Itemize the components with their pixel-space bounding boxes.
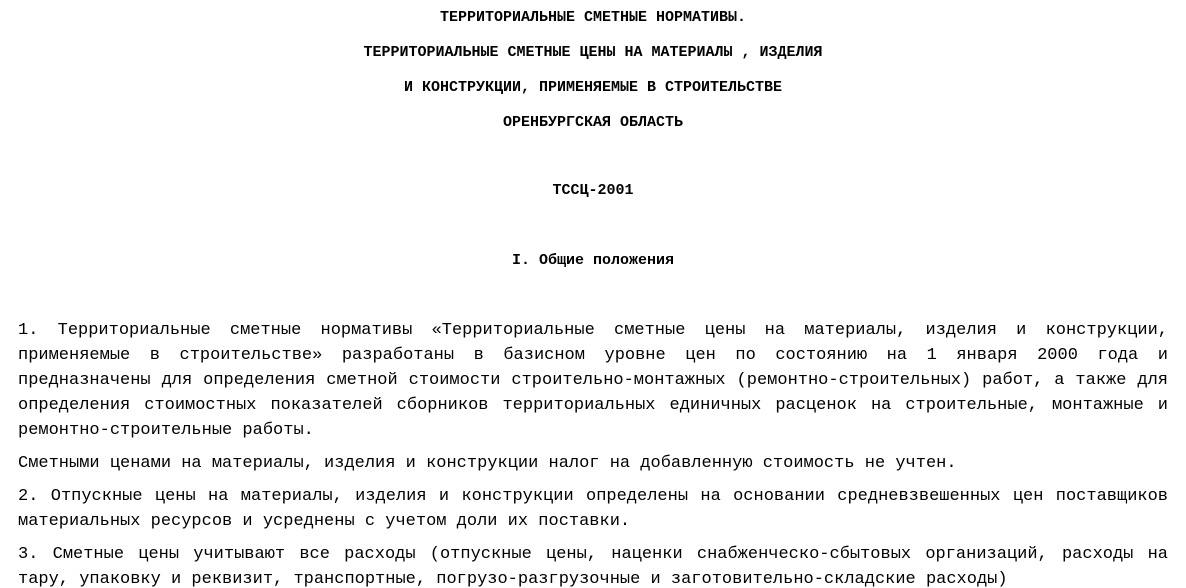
document-title-line-1: ТЕРРИТОРИАЛЬНЫЕ СМЕТНЫЕ НОРМАТИВЫ. [439, 9, 747, 26]
paragraph-vat-note: Сметными ценами на материалы, изделия и конструкции налог на добавленную стоимость не учтен. [18, 454, 957, 473]
document-body [18, 318, 1168, 588]
document-title-line-4: ОРЕНБУРГСКАЯ ОБЛАСТЬ [502, 114, 684, 131]
paragraph-2: 2. Отпускные цены на материалы, изделия и конструкции определены на основании средневзвешенных цен поставщиков материальных ресурсов и усреднены с учетом доли их поставки. [18, 487, 1168, 531]
document-title-line-3: И КОНСТРУКЦИИ, ПРИМЕНЯЕМЫЕ В СТРОИТЕЛЬСТВЕ [403, 79, 783, 96]
section-title: I. Общие положения [511, 252, 675, 269]
paragraph-1: 1. Территориальные сметные нормативы «Территориальные сметные цены на материалы, изделия и конструкции, применяемые в строительстве» разработаны в базисном уровне цен по состоянию на 1 января 2000 года и предназначены для определения сметной стоимости строительно-монтажных (ремонтно-строительных) работ, а также для определения стоимостных показателей сборников территориальных единичных расценок на строительные, монтажные и ремонтно-строительные работы. [18, 321, 1168, 440]
document-code: ТССЦ-2001 [552, 182, 634, 199]
paragraph-3: 3. Сметные цены учитывают все расходы (отпускные цены, наценки снабженческо-сбытовых организаций, расходы на тару, упаковку и реквизит, транспортные, погрузо-разгрузочные и заготовительно-складские расходы) [18, 545, 1168, 588]
document-title-line-2: ТЕРРИТОРИАЛЬНЫЕ СМЕТНЫЕ ЦЕНЫ НА МАТЕРИАЛЫ , ИЗДЕЛИЯ [363, 44, 823, 61]
